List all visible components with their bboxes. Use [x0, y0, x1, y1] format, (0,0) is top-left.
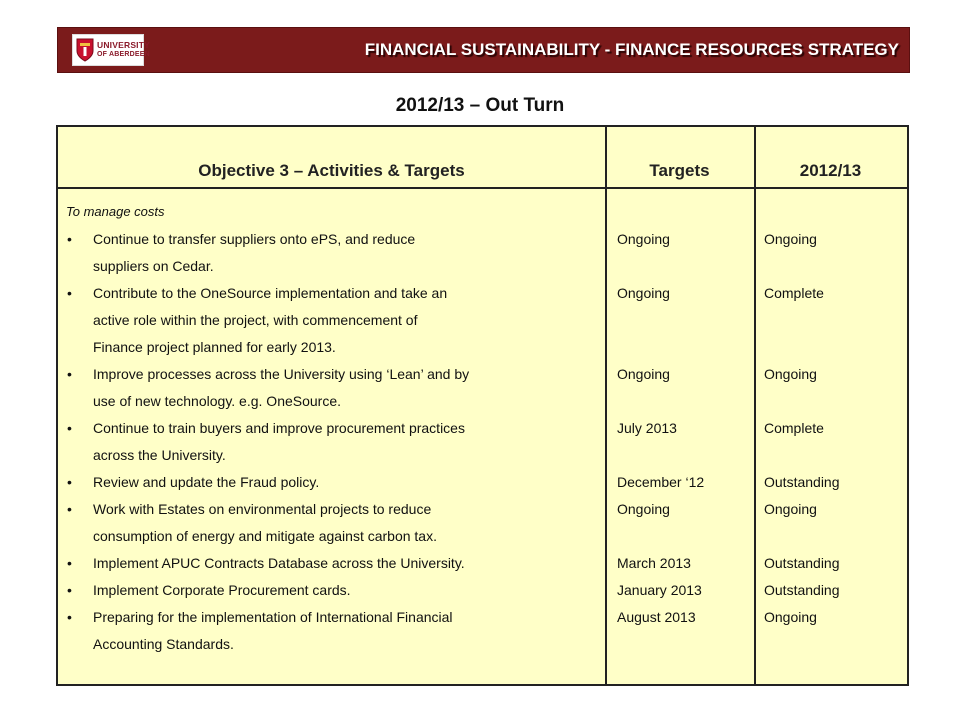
logo-line-2: OF ABERDEEN: [97, 51, 150, 58]
status-cell: Complete: [764, 420, 824, 436]
university-logo: [72, 34, 151, 66]
activity-text: Review and update the Fraud policy.: [93, 474, 320, 490]
status-cell: Ongoing: [764, 609, 817, 625]
bullet-icon: •: [67, 582, 72, 598]
activity-text: Implement Corporate Procurement cards.: [93, 582, 351, 598]
activity-item: [66, 604, 606, 658]
activity-text: use of new technology. e.g. OneSource.: [93, 393, 342, 409]
activities-column: [66, 202, 606, 658]
objectives-table: [56, 125, 909, 686]
bullet-icon: •: [67, 501, 72, 517]
activity-text: Preparing for the implementation of International Financial: [93, 609, 453, 625]
logo-line-1: UNIVERSITY: [97, 40, 151, 50]
column-divider: [754, 127, 756, 684]
column-header-targets: Targets: [649, 161, 710, 180]
status-cell: Ongoing: [764, 366, 817, 382]
bullet-icon: •: [67, 231, 72, 247]
activity-text: suppliers on Cedar.: [93, 258, 214, 274]
activity-text: Finance project planned for early 2013.: [93, 339, 336, 355]
activity-text: Improve processes across the University using ‘Lean’ and by: [93, 366, 470, 382]
bullet-icon: •: [67, 285, 72, 301]
bullet-icon: •: [67, 609, 72, 625]
activity-item: [66, 469, 606, 496]
header-divider: [58, 187, 907, 189]
target-cell: December ‘12: [617, 474, 705, 490]
activity-item: [66, 550, 606, 577]
activity-item: [66, 280, 606, 361]
bullet-icon: •: [67, 366, 72, 382]
page-subtitle: 2012/13 – Out Turn: [395, 95, 565, 116]
activity-item: [66, 361, 606, 415]
activity-item: [66, 415, 606, 469]
target-cell: Ongoing: [617, 501, 670, 517]
status-cell: Outstanding: [764, 555, 840, 571]
status-cell: Complete: [764, 285, 824, 301]
crest-icon: [76, 38, 94, 62]
activity-text: Accounting Standards.: [93, 636, 234, 652]
activity-text: Contribute to the OneSource implementation and take an: [93, 285, 448, 301]
column-header-objective: Objective 3 – Activities & Targets: [198, 161, 465, 180]
bullet-icon: •: [67, 555, 72, 571]
target-cell: Ongoing: [617, 285, 670, 301]
activity-item: [66, 577, 606, 604]
activity-text: consumption of energy and mitigate against carbon tax.: [93, 528, 437, 544]
target-cell: Ongoing: [617, 366, 670, 382]
activity-text: active role within the project, with commencement of: [93, 312, 418, 328]
status-cell: Outstanding: [764, 474, 840, 490]
target-cell: March 2013: [617, 555, 691, 571]
bullet-icon: •: [67, 474, 72, 490]
target-cell: August 2013: [617, 609, 696, 625]
target-cell: Ongoing: [617, 231, 670, 247]
activity-text: Continue to transfer suppliers onto ePS, and reduce: [93, 231, 416, 247]
activity-text: Implement APUC Contracts Database across the University.: [93, 555, 465, 571]
target-cell: January 2013: [617, 582, 702, 598]
intro-text: To manage costs: [66, 204, 165, 219]
column-header-year: 2012/13: [799, 161, 862, 180]
status-cell: Outstanding: [764, 582, 840, 598]
activity-text: Continue to train buyers and improve procurement practices: [93, 420, 465, 436]
activity-text: Work with Estates on environmental projects to reduce: [93, 501, 432, 517]
bullet-icon: •: [67, 420, 72, 436]
header-bar: [57, 27, 910, 73]
status-cell: Ongoing: [764, 501, 817, 517]
header-title: FINANCIAL SUSTAINABILITY - FINANCE RESOURCES STRATEGY: [364, 40, 899, 59]
activity-item: [66, 496, 606, 550]
activity-text: across the University.: [93, 447, 226, 463]
activity-item: [66, 226, 606, 280]
status-cell: Ongoing: [764, 231, 817, 247]
target-cell: July 2013: [617, 420, 677, 436]
